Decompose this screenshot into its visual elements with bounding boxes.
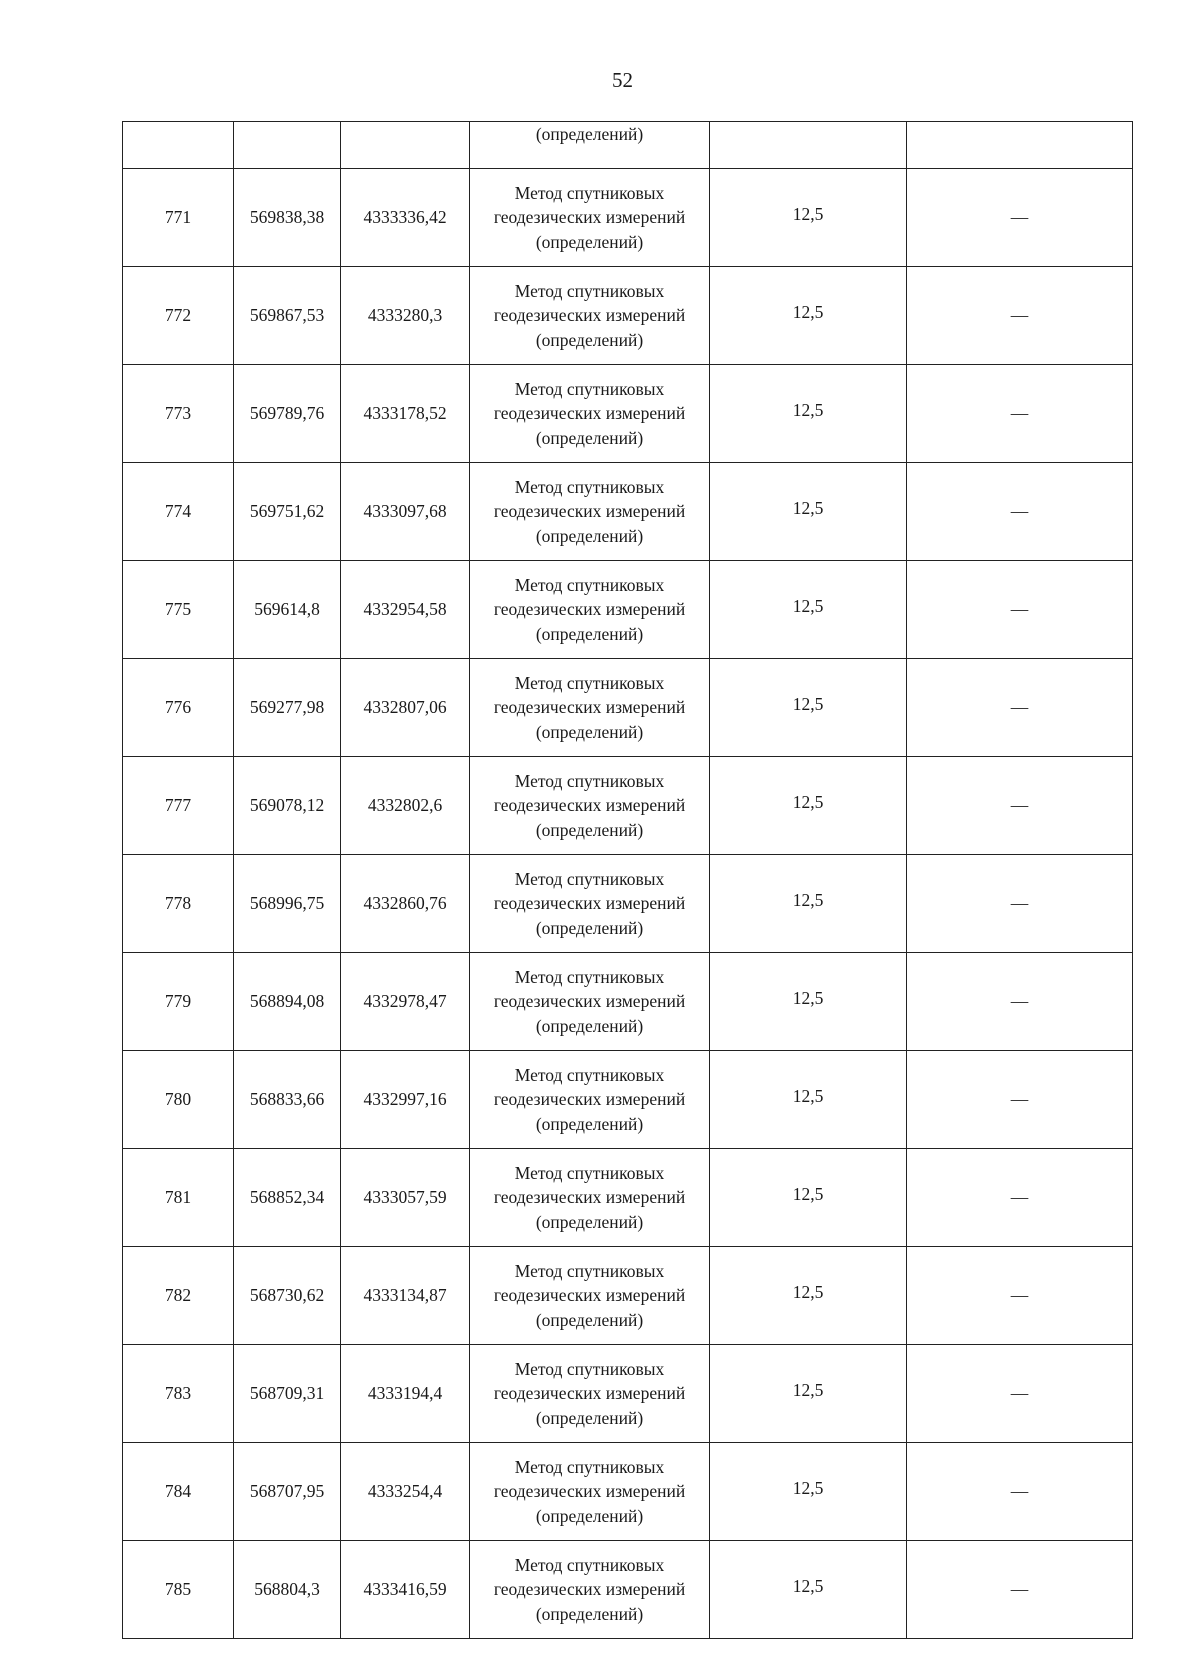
note-cell: [907, 1149, 1133, 1247]
table-row: [123, 267, 1133, 365]
coord-x: 569867,53: [234, 267, 341, 365]
accuracy-value: 12,5: [710, 365, 907, 463]
method-line: геодезических измерений: [493, 991, 686, 1012]
method-line: (определений): [535, 721, 644, 742]
method-line: (определений): [535, 525, 644, 546]
note-cell: [907, 1247, 1133, 1345]
table-row: [123, 1541, 1133, 1639]
method-line: геодезических измерений: [493, 795, 686, 816]
note-dash: —: [1010, 1481, 1029, 1502]
accuracy-value: 12,5: [710, 1345, 907, 1443]
method-cell: [470, 561, 710, 659]
point-number: 771: [123, 169, 234, 267]
method-cell: [470, 757, 710, 855]
method-line: Метод спутниковых: [514, 1456, 665, 1477]
continuation-row: [123, 122, 1133, 169]
method-line: геодезических измерений: [493, 207, 686, 228]
method-line: (определений): [535, 623, 644, 644]
coord-x: 569789,76: [234, 365, 341, 463]
coord-y: 4332802,6: [341, 757, 470, 855]
method-line: Метод спутниковых: [514, 574, 665, 595]
coord-y: 4332954,58: [341, 561, 470, 659]
coord-x: 568996,75: [234, 855, 341, 953]
table-row: [123, 855, 1133, 953]
note-cell: [907, 953, 1133, 1051]
method-line: (определений): [535, 1603, 644, 1624]
method-line: Метод спутниковых: [514, 1260, 665, 1281]
note-dash: —: [1010, 403, 1029, 424]
table-row: [123, 1443, 1133, 1541]
coord-x: 568730,62: [234, 1247, 341, 1345]
point-number: 784: [123, 1443, 234, 1541]
accuracy-value: 12,5: [710, 1149, 907, 1247]
method-line: геодезических измерений: [493, 893, 686, 914]
method-cell: [470, 1541, 710, 1639]
method-cell: [470, 1345, 710, 1443]
method-line: Метод спутниковых: [514, 770, 665, 791]
method-line: (определений): [535, 1211, 644, 1232]
method-line: (определений): [535, 1113, 644, 1134]
note-dash: —: [1010, 697, 1029, 718]
method-line: (определений): [535, 917, 644, 938]
coord-y: 4333194,4: [341, 1345, 470, 1443]
coord-x: 569838,38: [234, 169, 341, 267]
method-line: (определений): [535, 231, 644, 252]
method-line: геодезических измерений: [493, 1579, 686, 1600]
method-line: Метод спутниковых: [514, 1358, 665, 1379]
coord-x: 569078,12: [234, 757, 341, 855]
table-row: [123, 1345, 1133, 1443]
point-number: 785: [123, 1541, 234, 1639]
method-line: геодезических измерений: [493, 599, 686, 620]
note-dash: —: [1010, 501, 1029, 522]
point-number: 783: [123, 1345, 234, 1443]
accuracy-value: 12,5: [710, 953, 907, 1051]
method-line: Метод спутниковых: [514, 672, 665, 693]
coord-x: 568894,08: [234, 953, 341, 1051]
accuracy-value: 12,5: [710, 855, 907, 953]
note-cell: [907, 659, 1133, 757]
method-cell: [470, 365, 710, 463]
note-dash: —: [1010, 1383, 1029, 1404]
accuracy-value: 12,5: [710, 1247, 907, 1345]
cell-x: [234, 122, 341, 169]
method-line: Метод спутниковых: [514, 378, 665, 399]
accuracy-value: 12,5: [710, 561, 907, 659]
coord-y: 4333280,3: [341, 267, 470, 365]
coord-y: 4333178,52: [341, 365, 470, 463]
table-row: [123, 169, 1133, 267]
method-line: (определений): [535, 819, 644, 840]
note-cell: [907, 757, 1133, 855]
note-dash: —: [1010, 1285, 1029, 1306]
method-line: геодезических измерений: [493, 305, 686, 326]
method-line: (определений): [535, 1407, 644, 1428]
point-number: 782: [123, 1247, 234, 1345]
note-cell: [907, 169, 1133, 267]
table-row: [123, 561, 1133, 659]
point-number: 781: [123, 1149, 234, 1247]
note-cell: [907, 1541, 1133, 1639]
point-number: 776: [123, 659, 234, 757]
method-line: геодезических измерений: [493, 403, 686, 424]
method-cell: [470, 267, 710, 365]
method-line: Метод спутниковых: [514, 966, 665, 987]
note-cell: [907, 463, 1133, 561]
coord-x: 569751,62: [234, 463, 341, 561]
method-cell: [470, 659, 710, 757]
method-line: (определений): [535, 1015, 644, 1036]
method-line: (определений): [535, 427, 644, 448]
accuracy-value: 12,5: [710, 757, 907, 855]
note-dash: —: [1010, 599, 1029, 620]
method-line: Метод спутниковых: [514, 1064, 665, 1085]
method-line: (определений): [535, 1505, 644, 1526]
point-number: 772: [123, 267, 234, 365]
method-cell: [470, 1149, 710, 1247]
point-number: 775: [123, 561, 234, 659]
method-line: геодезических измерений: [493, 1285, 686, 1306]
point-number: 773: [123, 365, 234, 463]
coord-y: 4333134,87: [341, 1247, 470, 1345]
note-cell: [907, 1345, 1133, 1443]
coord-y: 4332807,06: [341, 659, 470, 757]
note-cell: [907, 365, 1133, 463]
note-dash: —: [1010, 1579, 1029, 1600]
accuracy-value: 12,5: [710, 659, 907, 757]
accuracy-value: 12,5: [710, 267, 907, 365]
note-dash: —: [1010, 1187, 1029, 1208]
method-line: геодезических измерений: [493, 1089, 686, 1110]
coord-y: 4332860,76: [341, 855, 470, 953]
method-cell: [470, 169, 710, 267]
coord-x: 568833,66: [234, 1051, 341, 1149]
coord-y: 4333416,59: [341, 1541, 470, 1639]
cell-note: [907, 122, 1133, 169]
method-line: Метод спутниковых: [514, 280, 665, 301]
note-dash: —: [1010, 795, 1029, 816]
cell-num: [123, 122, 234, 169]
table-row: [123, 365, 1133, 463]
coord-x: 569614,8: [234, 561, 341, 659]
page-number: 52: [612, 68, 633, 92]
coord-x: 568804,3: [234, 1541, 341, 1639]
table-row: [123, 1051, 1133, 1149]
method-cell: [470, 463, 710, 561]
point-number: 778: [123, 855, 234, 953]
table-row: [123, 757, 1133, 855]
table-row: [123, 1247, 1133, 1345]
accuracy-value: 12,5: [710, 463, 907, 561]
table-row: [123, 1149, 1133, 1247]
coord-x: 568852,34: [234, 1149, 341, 1247]
accuracy-value: 12,5: [710, 169, 907, 267]
table-row: [123, 659, 1133, 757]
coordinates-table-body: [123, 122, 1133, 1639]
point-number: 779: [123, 953, 234, 1051]
cell-y: [341, 122, 470, 169]
point-number: 777: [123, 757, 234, 855]
accuracy-value: 12,5: [710, 1051, 907, 1149]
method-line: геодезических измерений: [493, 697, 686, 718]
method-cell: [470, 1247, 710, 1345]
note-cell: [907, 1443, 1133, 1541]
method-line: Метод спутниковых: [514, 1162, 665, 1183]
coord-y: 4332997,16: [341, 1051, 470, 1149]
method-cell: [470, 953, 710, 1051]
note-dash: —: [1010, 1089, 1029, 1110]
note-dash: —: [1010, 991, 1029, 1012]
method-line: Метод спутниковых: [514, 868, 665, 889]
method-cell: [470, 1443, 710, 1541]
coord-x: 568707,95: [234, 1443, 341, 1541]
note-cell: [907, 1051, 1133, 1149]
method-line: геодезических измерений: [493, 501, 686, 522]
note-dash: —: [1010, 305, 1029, 326]
note-cell: [907, 855, 1133, 953]
method-line: геодезических измерений: [493, 1383, 686, 1404]
method-cell: [470, 1051, 710, 1149]
accuracy-value: 12,5: [710, 1541, 907, 1639]
method-line: (определений): [535, 1309, 644, 1330]
note-cell: [907, 561, 1133, 659]
method-line: Метод спутниковых: [514, 182, 665, 203]
note-cell: [907, 267, 1133, 365]
coord-x: 568709,31: [234, 1345, 341, 1443]
note-dash: —: [1010, 893, 1029, 914]
method-line: Метод спутниковых: [514, 1554, 665, 1575]
point-number: 780: [123, 1051, 234, 1149]
accuracy-value: 12,5: [710, 1443, 907, 1541]
table-row: [123, 953, 1133, 1051]
method-line: геодезических измерений: [493, 1481, 686, 1502]
note-dash: —: [1010, 207, 1029, 228]
point-number: 774: [123, 463, 234, 561]
coord-y: 4332978,47: [341, 953, 470, 1051]
method-line: (определений): [535, 329, 644, 350]
coord-y: 4333336,42: [341, 169, 470, 267]
coord-y: 4333057,59: [341, 1149, 470, 1247]
coordinates-table: [122, 121, 1133, 1639]
coord-y: 4333097,68: [341, 463, 470, 561]
coord-x: 569277,98: [234, 659, 341, 757]
cell-accuracy: [710, 122, 907, 169]
cell-method-continuation: (определений): [470, 122, 710, 169]
table-row: [123, 463, 1133, 561]
method-line: Метод спутниковых: [514, 476, 665, 497]
method-cell: [470, 855, 710, 953]
method-line: геодезических измерений: [493, 1187, 686, 1208]
coord-y: 4333254,4: [341, 1443, 470, 1541]
